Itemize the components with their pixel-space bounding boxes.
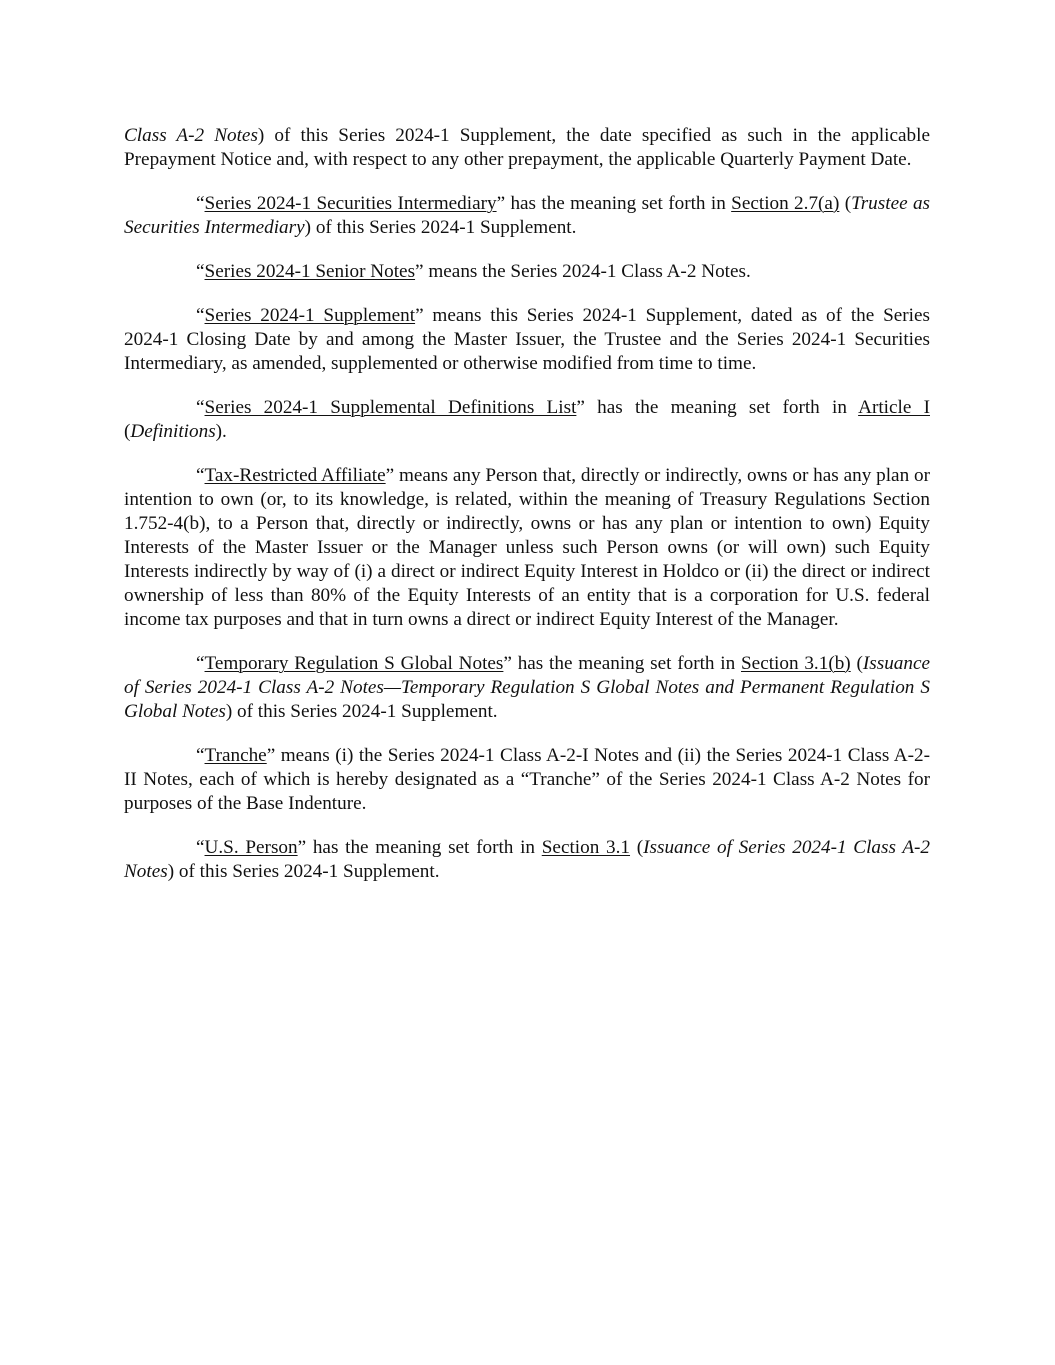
defined-term: Tranche bbox=[204, 745, 267, 766]
definition-supplemental-definitions-list bbox=[124, 396, 930, 444]
section-title: Trustee as Securities Intermediary bbox=[124, 193, 931, 238]
definition-tranche bbox=[124, 744, 930, 816]
text-segment: ” means the Series 2024-1 Class A-2 Notes. bbox=[415, 261, 751, 282]
text-segment: ” has the meaning set forth in bbox=[576, 397, 859, 418]
defined-term: Series 2024-1 Supplemental Definitions List bbox=[204, 397, 577, 418]
definition-senior-notes bbox=[124, 260, 930, 284]
text-segment: ). bbox=[215, 421, 227, 442]
text-segment: ( bbox=[630, 837, 644, 858]
section-title: Issuance of Series 2024-1 Class A-2 Notes—Temporary Regulation S Global Notes and Permanent Regulation S Global Notes bbox=[124, 653, 931, 722]
text-segment: ) of this Series 2024-1 Supplement. bbox=[225, 701, 498, 722]
defined-term: Series 2024-1 Senior Notes bbox=[204, 261, 416, 282]
text-segment: ) of this Series 2024-1 Supplement. bbox=[167, 861, 440, 882]
text-segment: ( bbox=[850, 653, 863, 674]
text-segment: “ bbox=[196, 745, 205, 766]
text-segment: ” means this Series 2024-1 Supplement, dated as of the Series 2024-1 Closing Date by and among the Master Issuer, the Trustee and the Series 2024-1 Securities Intermediary, as amended, supplemented or otherwise modified from time to time. bbox=[124, 305, 930, 374]
definition-us-person bbox=[124, 836, 930, 884]
section-reference: Section 3.1 bbox=[541, 837, 631, 858]
text-segment: ( bbox=[839, 193, 852, 214]
defined-term: Temporary Regulation S Global Notes bbox=[204, 653, 504, 674]
text-segment: ” has the meaning set forth in bbox=[496, 193, 732, 214]
text-segment: “ bbox=[196, 261, 205, 282]
text-segment: ) of this Series 2024-1 Supplement. bbox=[304, 217, 577, 238]
text-segment: ) of this Series 2024-1 Supplement, the date specified as such in the applicable Prepayment Notice and, with respect to any other prepayment, the applicable Quarterly Payment Date. bbox=[124, 125, 930, 170]
text-segment: ” means (i) the Series 2024-1 Class A-2-I Notes and (ii) the Series 2024-1 Class A-2-II Notes, each of which is hereby designated as a “Tranche” of the Series 2024-1 Class A-2 Notes for purposes of the Base Indenture. bbox=[124, 745, 930, 814]
definition-securities-intermediary bbox=[124, 192, 930, 240]
defined-term: Tax-Restricted Affiliate bbox=[204, 465, 386, 486]
defined-term: U.S. Person bbox=[204, 837, 298, 858]
text-segment: “ bbox=[196, 653, 205, 674]
paragraph-continuation bbox=[124, 124, 930, 172]
text-segment: “ bbox=[196, 837, 205, 858]
definition-tax-restricted-affiliate bbox=[124, 464, 930, 632]
section-reference: Section 3.1(b) bbox=[741, 653, 851, 674]
section-title: Issuance of Series 2024-1 Class A-2 Notes bbox=[124, 837, 931, 882]
defined-term: Series 2024-1 Supplement bbox=[204, 305, 416, 326]
section-title: Definitions bbox=[130, 421, 216, 442]
text-segment: ” means any Person that, directly or indirectly, owns or has any plan or intention to own (or, to its knowledge, is related, within the meaning of Treasury Regulations Section 1.752-4(b), to a Person that, directly or indirectly, owns or has any plan or intention to own) Equity Interests of the Master Issuer or the Manager unless such Person owns (or will own) such Equity Interests indirectly by way of (i) a direct or indirect Equity Interest in Holdco or (ii) the direct or indirect ownership of less than 80% of the Equity Interests of an entity that is a corporation for U.S. federal income tax purposes and that in turn owns a direct or indirect Equity Interest of the Manager. bbox=[124, 465, 930, 630]
text-segment: “ bbox=[196, 465, 205, 486]
text-segment: ( bbox=[124, 421, 131, 442]
document-page bbox=[124, 124, 930, 904]
section-reference: Article I bbox=[858, 397, 930, 418]
section-reference: Section 2.7(a) bbox=[731, 193, 840, 214]
defined-term: Series 2024-1 Securities Intermediary bbox=[204, 193, 497, 214]
text-segment: “ bbox=[196, 193, 205, 214]
text-segment: “ bbox=[196, 397, 205, 418]
text-segment: “ bbox=[196, 305, 205, 326]
text-segment: ” has the meaning set forth in bbox=[297, 837, 542, 858]
text-segment: Class A-2 Notes bbox=[124, 125, 258, 146]
text-segment: ” has the meaning set forth in bbox=[503, 653, 741, 674]
definition-supplement bbox=[124, 304, 930, 376]
definition-temporary-regulation-s-global-notes bbox=[124, 652, 930, 724]
